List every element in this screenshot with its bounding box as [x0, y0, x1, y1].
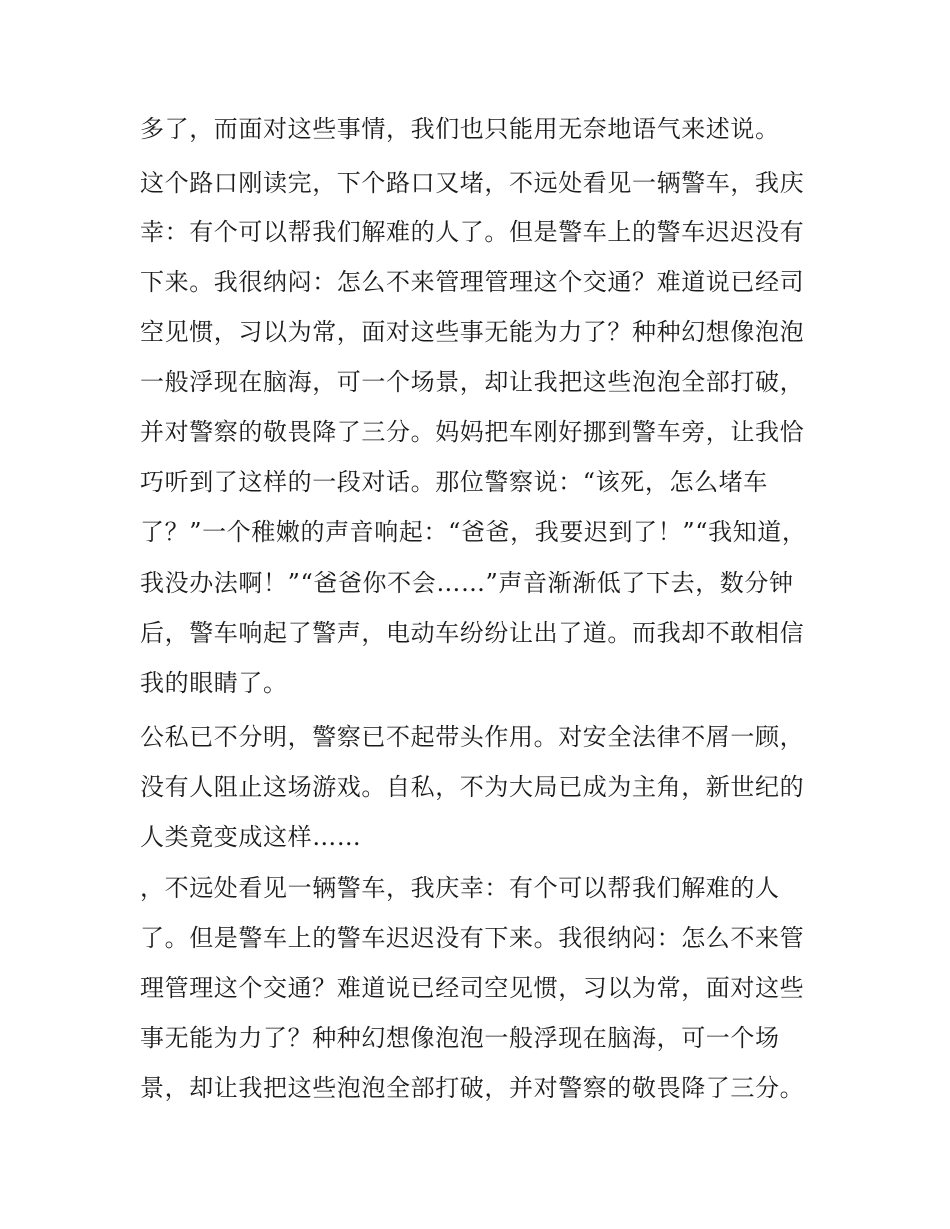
text-line: 人类竟变成这样…… — [140, 823, 362, 851]
text-line: 了。但是警车上的警车迟迟没有下来。我很纳闷：怎么不来管 — [140, 924, 805, 952]
text-line: 并对警察的敬畏降了三分。妈妈把车刚好挪到警车旁，让我恰 — [140, 418, 805, 446]
text-line: 我的眼睛了。 — [140, 669, 288, 697]
text-line: 幸：有个可以帮我们解难的人了。但是警车上的警车迟迟没有 — [140, 218, 805, 246]
text-line: 巧听到了这样的一段对话。那位警察说：“该死，怎么堵车 — [140, 468, 768, 496]
text-line: 我没办法啊！”“爸爸你不会……”声音渐渐低了下去，数分钟 — [140, 569, 794, 597]
text-line: 一般浮现在脑海，可一个场景，却让我把这些泡泡全部打破， — [140, 368, 805, 396]
text-line: 景，却让我把这些泡泡全部打破，并对警察的敬畏降了三分。 — [140, 1074, 805, 1102]
text-line: ，不远处看见一辆警车，我庆幸：有个可以帮我们解难的人 — [140, 874, 780, 902]
text-line: 多了，而面对这些事情，我们也只能用无奈地语气来述说。 — [140, 115, 780, 143]
text-line: 空见惯，习以为常，面对这些事无能为力了？种种幻想像泡泡 — [140, 318, 805, 346]
text-line: 下来。我很纳闷：怎么不来管理管理这个交通？难道说已经司 — [140, 268, 805, 296]
text-line: 事无能为力了？种种幻想像泡泡一般浮现在脑海，可一个场 — [140, 1024, 780, 1052]
text-line: 这个路口刚读完，下个路口又堵，不远处看见一辆警车，我庆 — [140, 169, 805, 197]
text-line: 理管理这个交通？难道说已经司空见惯，习以为常，面对这些 — [140, 974, 805, 1002]
text-line: 公私已不分明，警察已不起带头作用。对安全法律不屑一顾， — [140, 723, 805, 751]
text-line: 没有人阻止这场游戏。自私，不为大局已成为主角，新世纪的 — [140, 773, 805, 801]
text-line: 后，警车响起了警声，电动车纷纷让出了道。而我却不敢相信 — [140, 619, 805, 647]
text-line: 了？”一个稚嫩的声音响起：“爸爸，我要迟到了！”“我知道， — [140, 518, 807, 546]
